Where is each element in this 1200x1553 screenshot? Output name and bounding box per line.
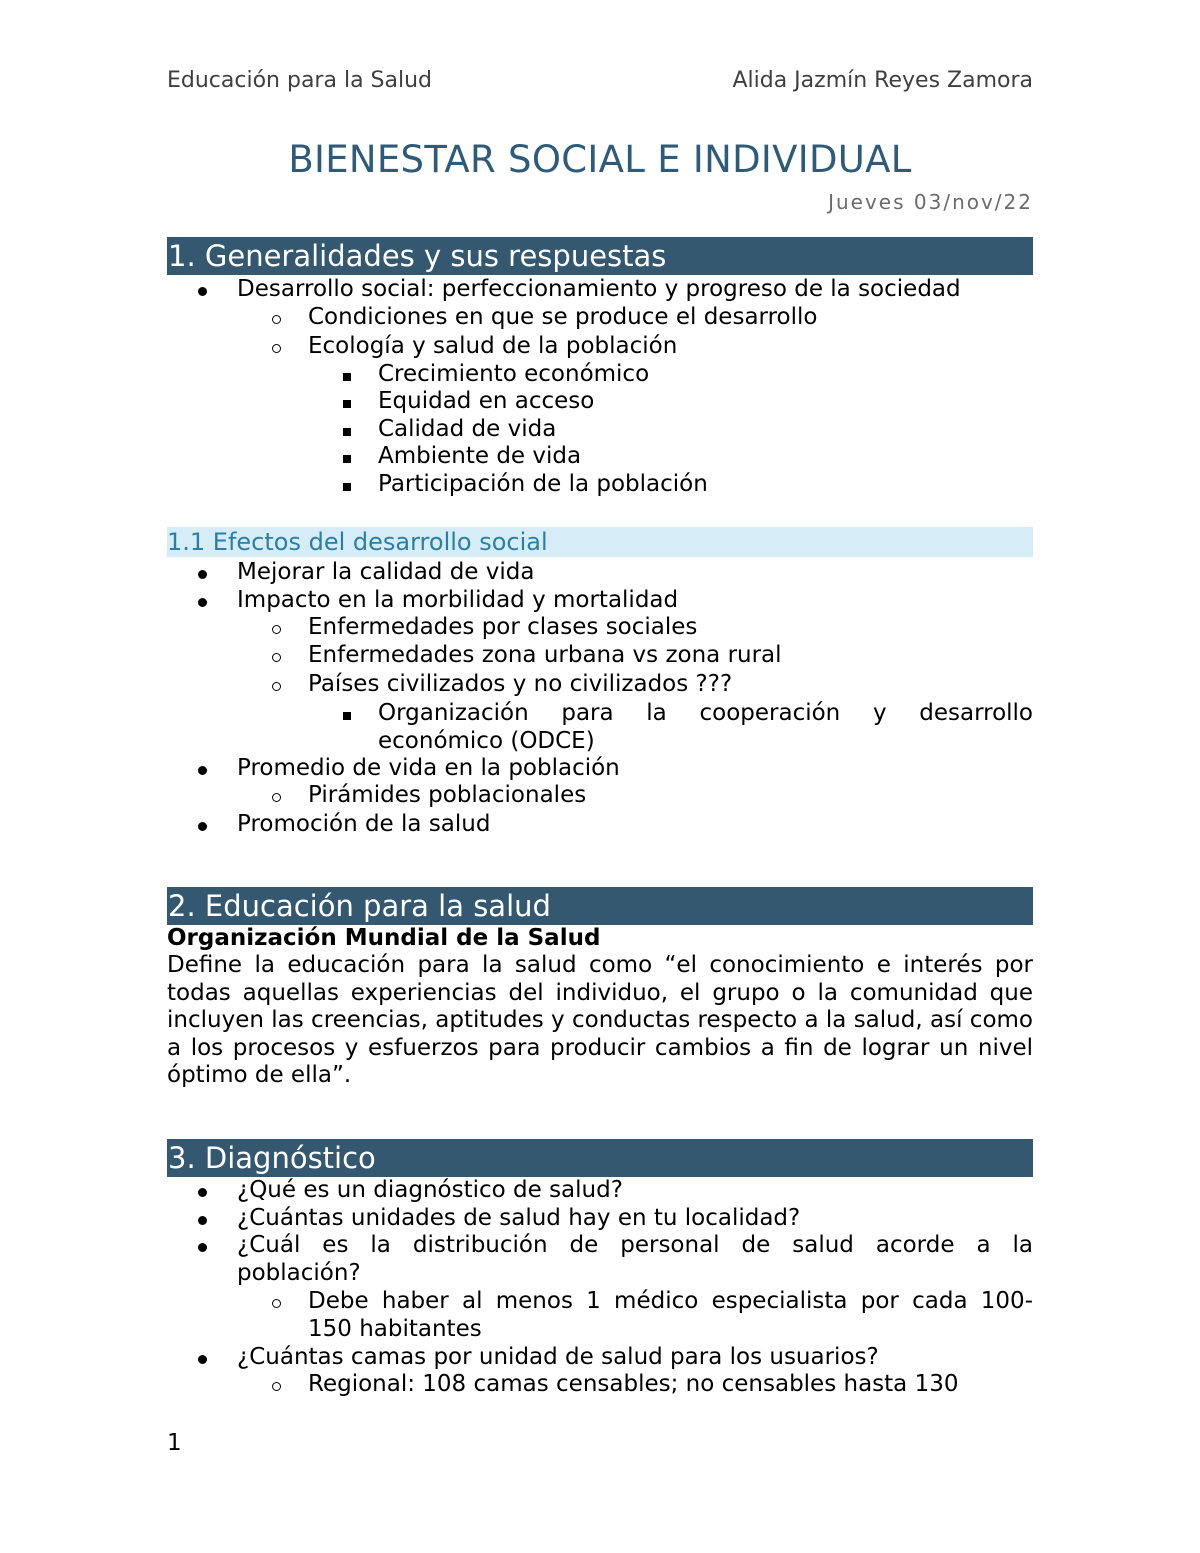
list-item-continuation: económico (ODCE) — [378, 728, 595, 754]
list-item-continuation: 150 habitantes — [308, 1316, 482, 1342]
section-1-1-heading: 1.1 Efectos del desarrollo social — [167, 527, 1033, 557]
list-item: Impacto en la morbilidad y mortalidad — [237, 587, 679, 613]
document-title: BIENESTAR SOCIAL E INDIVIDUAL — [288, 138, 912, 181]
bullet-square-icon — [343, 415, 355, 443]
bullet-circle-icon — [272, 303, 288, 331]
list-item: Condiciones en que se produce el desarrollo — [308, 304, 818, 330]
list-item: Pirámides poblacionales — [308, 782, 587, 808]
bullet-circle-icon — [272, 781, 288, 809]
section-3-heading: 3. Diagnóstico — [167, 1139, 1033, 1177]
bullet-square-icon — [343, 699, 355, 727]
list-item: Debe haber al menos 1 médico especialista por cada 100- — [308, 1288, 1033, 1314]
list-item: Promoción de la salud — [237, 811, 491, 837]
bullet-circle-icon — [272, 332, 288, 360]
list-item: Equidad en acceso — [378, 388, 595, 414]
header-author: Alida Jazmín Reyes Zamora — [732, 68, 1033, 93]
running-header — [167, 68, 1033, 100]
bullet-disc-icon — [198, 810, 212, 838]
bullet-disc-icon — [198, 1204, 212, 1232]
list-item: Mejorar la calidad de vida — [237, 559, 535, 585]
list-item: Ambiente de vida — [378, 443, 582, 469]
bullet-square-icon — [343, 442, 355, 470]
bullet-circle-icon — [272, 1287, 288, 1315]
list-item: Participación de la población — [378, 471, 708, 497]
list-item: ¿Cuál es la distribución de personal de salud acorde a la — [237, 1232, 1033, 1258]
bullet-circle-icon — [272, 670, 288, 698]
bullet-circle-icon — [272, 641, 288, 669]
list-item: Organización para la cooperación y desarrollo — [378, 700, 1033, 726]
bullet-disc-icon — [198, 558, 212, 586]
list-item: Países civilizados y no civilizados ??? — [308, 671, 733, 697]
organization-name: Organización Mundial de la Salud — [167, 925, 601, 951]
list-item: Ecología y salud de la población — [308, 333, 678, 359]
list-item: ¿Cuántas unidades de salud hay en tu localidad? — [237, 1205, 801, 1231]
header-course: Educación para la Salud — [167, 68, 433, 93]
bullet-circle-icon — [272, 613, 288, 641]
bullet-disc-icon — [198, 1176, 212, 1204]
bullet-disc-icon — [198, 275, 212, 303]
list-item: Calidad de vida — [378, 416, 557, 442]
list-item: Promedio de vida en la población — [237, 755, 620, 781]
section-1-heading: 1. Generalidades y sus respuestas — [167, 237, 1033, 275]
document-date: Jueves 03/nov/22 — [828, 190, 1033, 214]
bullet-disc-icon — [198, 1343, 212, 1371]
list-item: Enfermedades zona urbana vs zona rural — [308, 642, 782, 668]
list-item-continuation: población? — [237, 1260, 361, 1286]
list-item: Desarrollo social: perfeccionamiento y progreso de la sociedad — [237, 276, 961, 302]
bullet-square-icon — [343, 387, 355, 415]
list-item: ¿Qué es un diagnóstico de salud? — [237, 1177, 623, 1203]
list-item: Regional: 108 camas censables; no censables hasta 130 — [308, 1371, 959, 1397]
page-number: 1 — [167, 1430, 182, 1456]
bullet-disc-icon — [198, 586, 212, 614]
bullet-square-icon — [343, 360, 355, 388]
bullet-disc-icon — [198, 754, 212, 782]
section-2-heading: 2. Educación para la salud — [167, 887, 1033, 925]
list-item: ¿Cuántas camas por unidad de salud para los usuarios? — [237, 1344, 879, 1370]
definition-paragraph: Define la educación para la salud como “el conocimiento e interés por todas aquellas experiencias del individuo, el grupo o la comunidad que incluyen las creencias, aptitudes y conductas respecto a la salud, así como a los procesos y esfuerzos para producir cambios a fin de lograr un nivel óptimo de ella”. — [167, 952, 1033, 1088]
list-item: Crecimiento económico — [378, 361, 650, 387]
bullet-square-icon — [343, 470, 355, 498]
bullet-disc-icon — [198, 1231, 212, 1259]
bullet-circle-icon — [272, 1370, 288, 1398]
list-item: Enfermedades por clases sociales — [308, 614, 698, 640]
